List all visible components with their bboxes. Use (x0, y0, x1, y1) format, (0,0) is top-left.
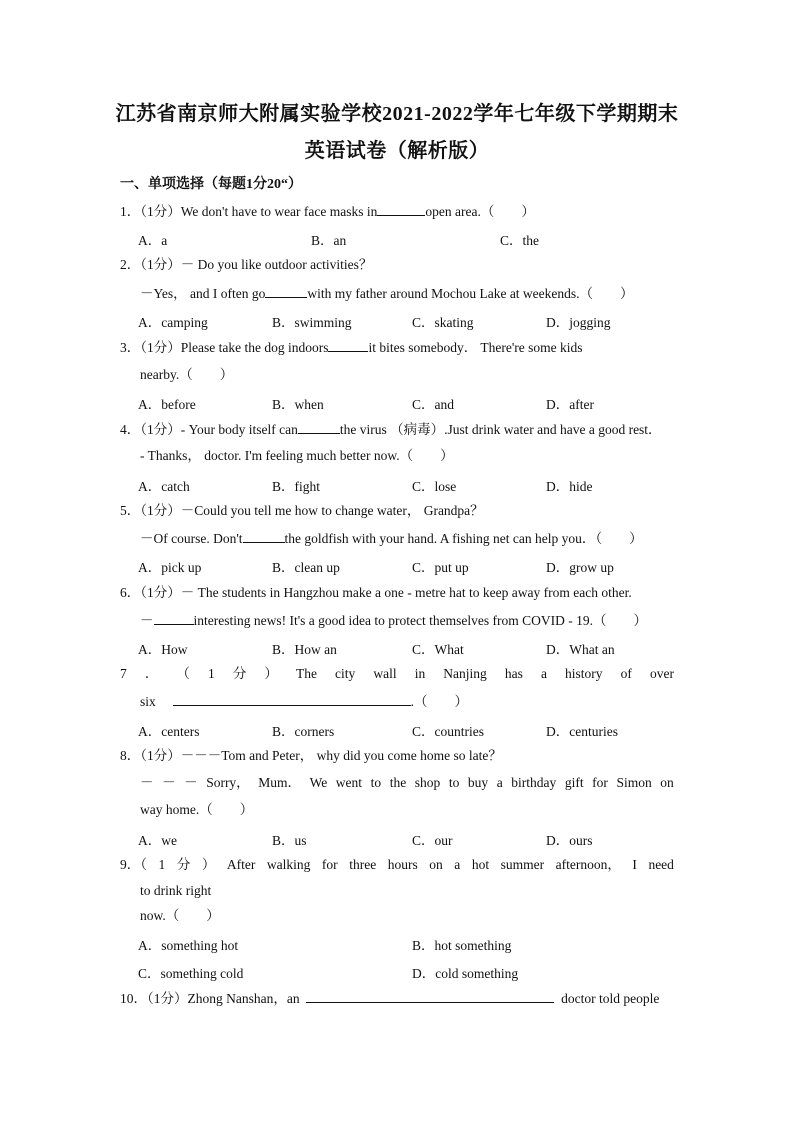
question-text: Zhong Nanshan，an (187, 991, 300, 1006)
word: Sorry， (206, 775, 250, 790)
exam-title-line1: 江苏省南京师大附属实验学校2021-2022学年七年级下学期期末 (115, 103, 679, 125)
word: 7 (120, 666, 127, 681)
answer-blank (377, 202, 425, 216)
word: Simon (616, 775, 652, 790)
question-4-line2: - Thanks， doctor. I'm feeling much better now.（ ） (140, 448, 454, 463)
word: 1 (158, 857, 166, 872)
word: I (632, 857, 637, 872)
question-text: .（ ） (410, 694, 469, 709)
word: （ (176, 666, 190, 681)
answer-blank (154, 611, 194, 625)
question-number: 10．（1分） (120, 991, 188, 1006)
question-text: the virus （病毒）.Just drink water and have a good rest． (339, 422, 662, 437)
question-text: Please take the dog indoors (180, 340, 329, 355)
option-c: C．skating (412, 315, 474, 330)
question-number: 6．（1分） (120, 585, 181, 600)
answer-blank (173, 692, 411, 706)
question-4 (120, 420, 662, 439)
option-b: B．How an (272, 642, 337, 657)
word: － (140, 775, 154, 790)
word: ） (201, 857, 216, 872)
word: the (389, 775, 407, 790)
option-b: B．hot something (412, 938, 512, 953)
option-c: C．and (412, 397, 454, 412)
question-text: －Of course. Don't (140, 531, 243, 546)
answer-blank (265, 284, 307, 298)
word: Nanjing (443, 666, 487, 681)
option-d: D．jogging (546, 315, 611, 330)
word: birthday (511, 775, 557, 790)
question-9-line2: to drink right (140, 883, 212, 898)
option-b: B．an (311, 233, 347, 248)
question-6 (120, 584, 632, 602)
option-a: A．How (138, 642, 188, 657)
word: gift (564, 775, 584, 790)
option-a: A．we (138, 833, 177, 848)
question-5-line2 (140, 529, 643, 548)
word: need (648, 857, 674, 872)
option-d: D．after (546, 397, 594, 412)
option-c: C．our (412, 833, 453, 848)
option-b: B．clean up (272, 560, 340, 575)
exam-title-line2: 英语试卷（解析版） (304, 140, 490, 162)
word: ） (264, 666, 278, 681)
answer-blank (243, 529, 285, 543)
question-5 (120, 502, 484, 520)
word: 分 (232, 666, 247, 681)
option-b: B．when (272, 397, 324, 412)
word: wall (373, 666, 397, 681)
question-9 (120, 856, 674, 874)
option-a: A．something hot (138, 938, 239, 953)
option-b: B．swimming (272, 315, 352, 330)
question-text: with my father around Mochou Lake at weekends.（ ） (307, 286, 634, 301)
question-number: 8．（1分） (120, 748, 181, 763)
question-2-line2 (140, 284, 634, 303)
word: city (335, 666, 356, 681)
word: walking (266, 857, 311, 872)
word: After (226, 857, 256, 872)
word: shop (414, 775, 441, 790)
word: hot (471, 857, 490, 872)
question-7 (120, 665, 674, 683)
question-text: the goldfish with your hand. A fishing net can help you．（ ） (284, 531, 643, 546)
question-number: 2．（1分） (120, 257, 181, 272)
question-10 (120, 989, 659, 1008)
word: － (162, 775, 176, 790)
option-a: A．a (138, 233, 168, 248)
answer-blank (328, 338, 368, 352)
option-d: D．hide (546, 479, 593, 494)
option-d: D．grow up (546, 560, 614, 575)
question-text: doctor told people (561, 991, 660, 1006)
question-text: －Yes， and I often go (140, 286, 266, 301)
word: on (429, 857, 443, 872)
word: 分 (176, 857, 191, 872)
word: － (184, 775, 198, 790)
option-c: C．lose (412, 479, 457, 494)
option-b: B．us (272, 833, 307, 848)
question-2 (120, 256, 372, 274)
word: buy (467, 775, 489, 790)
question-8-line3: way home.（ ） (140, 802, 254, 817)
section-heading: 一、单项选择（每题1分20“） (120, 177, 302, 192)
question-text: open area.（ ） (425, 204, 535, 219)
question-text: －－－Tom and Peter， why did you come home so late？ (180, 748, 502, 763)
option-d: D．What an (546, 642, 615, 657)
word: to (370, 775, 382, 790)
word: on (660, 775, 674, 790)
question-text: interesting news! It's a good idea to protect themselves from COVID - 19.（ ） (193, 613, 647, 628)
question-3 (120, 338, 583, 357)
question-text: － The students in Hangzhou make a one - metre hat to keep away from each other. (180, 585, 632, 600)
option-a: A．pick up (138, 560, 202, 575)
word: a (496, 775, 503, 790)
question-text: six (140, 694, 156, 709)
word: of (620, 666, 632, 681)
question-number: 1．（1分） (120, 204, 181, 219)
option-c: C．What (412, 642, 464, 657)
answer-blank (298, 420, 340, 434)
question-text: － (140, 613, 154, 628)
word: summer (500, 857, 545, 872)
answer-blank (306, 989, 554, 1003)
option-c: C．put up (412, 560, 469, 575)
option-a: A．before (138, 397, 196, 412)
word: went (335, 775, 363, 790)
word: 9．（ (120, 857, 147, 872)
option-c: C．countries (412, 724, 484, 739)
option-d: D．ours (546, 833, 593, 848)
option-a: A．centers (138, 724, 200, 739)
question-text: - Your body itself can (180, 422, 298, 437)
question-8-line2 (140, 774, 674, 792)
question-number: 4．（1分） (120, 422, 181, 437)
option-c: C．something cold (138, 966, 244, 981)
question-number: 5．（1分） (120, 503, 181, 518)
word: three (349, 857, 377, 872)
option-b: B．fight (272, 479, 321, 494)
word: over (649, 666, 674, 681)
question-text: －Could you tell me how to change water， Grandpa？ (180, 503, 484, 518)
question-number: 3．（1分） (120, 340, 181, 355)
question-7-line2 (140, 692, 468, 711)
option-d: D．cold something (412, 966, 519, 981)
word: Mum． (258, 775, 302, 790)
word: in (414, 666, 426, 681)
option-c: C．the (500, 233, 539, 248)
question-8 (120, 747, 502, 765)
question-6-line2 (140, 611, 647, 630)
word: a (540, 666, 547, 681)
word: history (565, 666, 603, 681)
question-text: － Do you like outdoor activities？ (180, 257, 373, 272)
word: a (454, 857, 461, 872)
word: to (448, 775, 460, 790)
word: for (321, 857, 338, 872)
question-9-line3: now.（ ） (140, 908, 220, 923)
word: afternoon， (555, 857, 621, 872)
word: for (592, 775, 608, 790)
option-d: D．centuries (546, 724, 618, 739)
word: hours (387, 857, 418, 872)
question-3-line2: nearby.（ ） (140, 367, 234, 382)
question-text: it bites somebody． There're some kids (368, 340, 583, 355)
word: has (504, 666, 523, 681)
word: We (309, 775, 328, 790)
question-1 (120, 202, 535, 221)
word: ． (144, 666, 159, 681)
question-text: We don't have to wear face masks in (180, 204, 378, 219)
option-a: A．camping (138, 315, 208, 330)
word: The (295, 666, 317, 681)
option-b: B．corners (272, 724, 335, 739)
word: 1 (207, 666, 215, 681)
option-a: A．catch (138, 479, 190, 494)
